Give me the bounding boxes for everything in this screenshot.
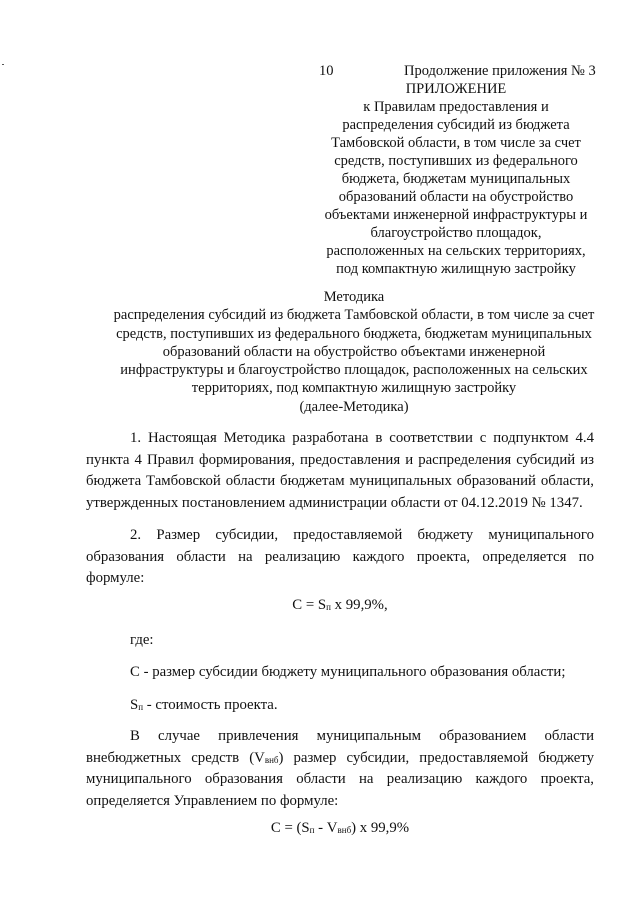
method-heading-block bbox=[70, 288, 638, 416]
appendix-line: к Правилам предоставления и bbox=[363, 99, 549, 115]
continuation-note: Продолжение приложения № 3 bbox=[404, 63, 596, 79]
definition-s-symbol: S bbox=[130, 697, 139, 713]
formula-2-a: С = (S bbox=[270, 820, 310, 836]
method-subtitle-line: (далее-Методика) bbox=[299, 398, 409, 415]
paragraph-2: 2. Размер субсидии, предоставляемой бюджету муниципального образования области на реализацию каждого проекта, определяется по формуле: bbox=[86, 527, 594, 586]
page-number: 10 bbox=[319, 63, 334, 79]
appendix-line: образований области на обустройство bbox=[338, 189, 574, 205]
margin-mark bbox=[2, 64, 4, 65]
definition-s-text: - стоимость проекта. bbox=[143, 697, 278, 713]
appendix-line: объектами инженерной инфраструктуры и bbox=[324, 207, 588, 223]
definition-s-sub: п bbox=[138, 702, 144, 712]
appendix-line: Тамбовской области, в том числе за счет bbox=[331, 135, 581, 151]
paragraph-3 bbox=[86, 726, 594, 812]
paragraph-1: 1. Настоящая Методика разработана в соответствии с подпунктом 4.4 пункта 4 Правил формирования, предоставления и распределения субсидий из бюджета Тамбовской области бюджетам муниципальных образований области, утвержденных постановлением администрации области от 04.12.2019 № 1347. bbox=[86, 430, 594, 511]
appendix-line: распределения субсидий из бюджета bbox=[342, 117, 570, 133]
definition-c: С - размер субсидии бюджету муниципального образования области; bbox=[130, 664, 566, 680]
method-subtitle-line: территориях, под компактную жилищную застройку bbox=[191, 380, 517, 397]
formula-1-lhs: С = S bbox=[292, 597, 327, 613]
definition-s bbox=[86, 695, 594, 717]
paragraph-3-post: ) размер субсидии, предоставляемой бюджету муниципального образования области на реализацию каждого проекта, определяется Управлением по формуле: bbox=[86, 749, 594, 809]
appendix-block bbox=[300, 80, 612, 278]
formula-2-sub1: п bbox=[309, 825, 315, 835]
appendix-line: благоустройство площадок, bbox=[370, 225, 542, 241]
formula-1-rhs: x 99,9%, bbox=[330, 597, 388, 613]
where-label: где: bbox=[130, 632, 154, 648]
method-subtitle-line: распределения субсидий из бюджета Тамбовской области, в том числе за счет bbox=[113, 307, 595, 324]
method-subtitle-line: образований области на обустройство объектами инженерной bbox=[162, 343, 546, 360]
method-title: Методика bbox=[323, 289, 385, 305]
appendix-line: под компактную жилищную застройку bbox=[336, 261, 576, 277]
formula-1-sub: п bbox=[326, 602, 331, 612]
paragraph-3-sub: внб bbox=[264, 754, 279, 765]
method-subtitle-line: средств, поступивших из федерального бюджета, бюджетам муниципальных bbox=[116, 325, 592, 342]
method-subtitle-line: инфраструктуры и благоустройство площадок, расположенных на сельских bbox=[120, 362, 588, 379]
formula-2-sub2: внб bbox=[337, 825, 352, 835]
appendix-line: средств, поступивших из федерального bbox=[334, 153, 578, 169]
appendix-line: бюджета, бюджетам муниципальных bbox=[341, 171, 571, 187]
appendix-line: расположенных на сельских территориях, bbox=[326, 243, 586, 259]
paragraph-3-pre: В случае привлечения муниципальным образованием области внебюджетных средств (V bbox=[86, 728, 594, 766]
formula-2 bbox=[86, 818, 594, 840]
appendix-title: ПРИЛОЖЕНИЕ bbox=[405, 81, 507, 97]
formula-1 bbox=[86, 595, 594, 617]
formula-2-b: - V bbox=[314, 820, 338, 836]
formula-2-c: ) x 99,9% bbox=[351, 820, 410, 836]
